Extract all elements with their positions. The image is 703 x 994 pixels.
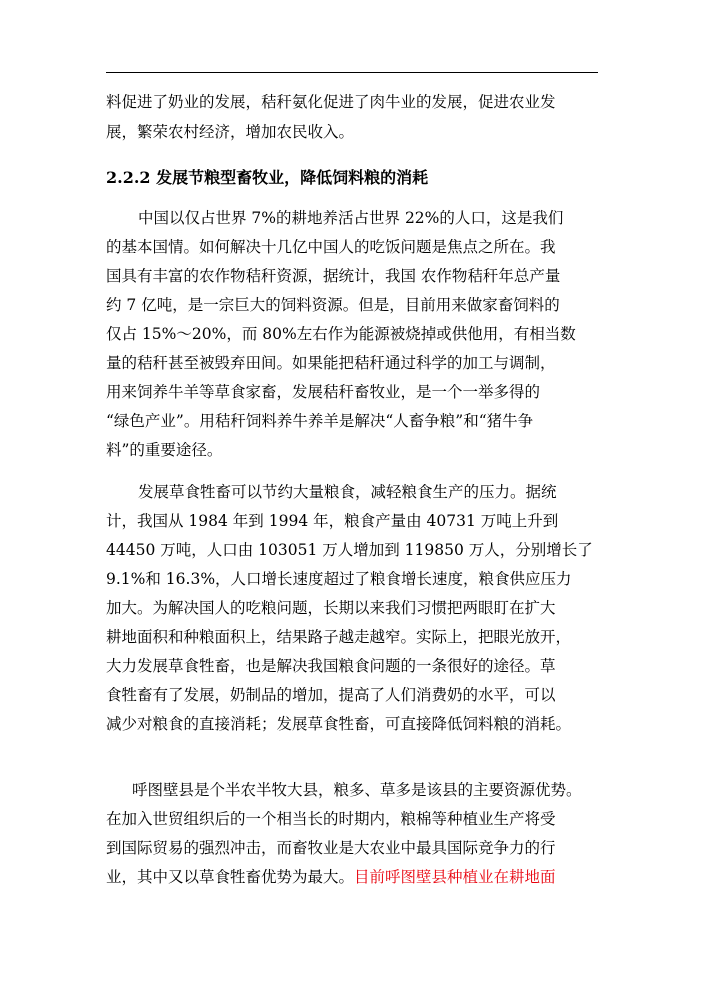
p2-line-6: 耕地面积和种粮面积上，结果路子越走越窄。实际上，把眼光放开， xyxy=(106,628,572,646)
p1-line-7: 用来饲养牛羊等草食家畜，发展秸秆畜牧业，是一个一举多得的 xyxy=(106,383,541,401)
p3-line-2: 在加入世贸组织后的一个相当长的时期内，粮棉等种植业生产将受 xyxy=(106,810,556,828)
p1-line-8: “绿色产业”。用秸秆饲料养牛养羊是解决“人畜争粮”和“猪牛争 xyxy=(106,412,534,430)
section-heading: 2.2.2 发展节粮型畜牧业，降低饲料粮的消耗 xyxy=(106,168,429,187)
p3-highlight-text: 目前呼图壁县种植业在耕地面 xyxy=(354,868,556,886)
p2-line-3: 44450 万吨，人口由 103051 万人增加到 119850 万人，分别增长了 xyxy=(106,541,593,559)
p1-line-2: 的基本国情。如何解决十几亿中国人的吃饭问题是焦点之所在。我 xyxy=(106,238,556,256)
p2-line-5: 加大。为解决国人的吃粮问题，长期以来我们习惯把两眼盯在扩大 xyxy=(106,599,556,617)
p2-line-2: 计，我国从 1984 年到 1994 年，粮食产量由 40731 万吨上升到 xyxy=(106,512,559,530)
p3-line-3: 到国际贸易的强烈冲击，而畜牧业是大农业中最具国际竞争力的行 xyxy=(106,839,556,857)
p3-line-1: 呼图壁县是个半农半牧大县，粮多、草多是该县的主要资源优势。 xyxy=(132,781,582,799)
p2-line-9: 减少对粮食的直接消耗；发展草食牲畜，可直接降低饲料粮的消耗。 xyxy=(106,715,572,733)
p1-line-6: 量的秸秆甚至被毁弃田间。如果能把秸秆通过科学的加工与调制， xyxy=(106,354,556,372)
p2-line-8: 食牲畜有了发展，奶制品的增加，提高了人们消费奶的水平，可以 xyxy=(106,686,556,704)
p3-line-4 xyxy=(106,867,556,887)
p1-line-1: 中国以仅占世界 7%的耕地养活占世界 22%的人口，这是我们 xyxy=(138,209,564,227)
p3-line-4-text: 业，其中又以草食牲畜优势为最大。 xyxy=(106,868,355,886)
intro-line-2: 展，繁荣农村经济，增加农民收入。 xyxy=(106,123,355,141)
p2-line-7: 大力发展草食牲畜，也是解决我国粮食问题的一条很好的途径。草 xyxy=(106,657,556,675)
p1-line-9: 料”的重要途径。 xyxy=(106,441,223,459)
intro-line-1: 料促进了奶业的发展，秸秆氨化促进了肉牛业的发展，促进农业发 xyxy=(106,93,556,111)
p1-line-4: 约 7 亿吨，是一宗巨大的饲料资源。但是，目前用来做家畜饲料的 xyxy=(106,296,560,314)
p1-line-3: 国具有丰富的农作物秸秆资源，据统计，我国 农作物秸秆年总产量 xyxy=(106,267,561,285)
p2-line-1: 发展草食牲畜可以节约大量粮食，减轻粮食生产的压力。据统 xyxy=(138,483,557,501)
header-rule xyxy=(106,72,598,73)
p2-line-4: 9.1%和 16.3%，人口增长速度超过了粮食增长速度，粮食供应压力 xyxy=(106,570,572,588)
p1-line-5: 仅占 15%～20%，而 80%左右作为能源被烧掉或供他用，有相当数 xyxy=(106,325,576,343)
